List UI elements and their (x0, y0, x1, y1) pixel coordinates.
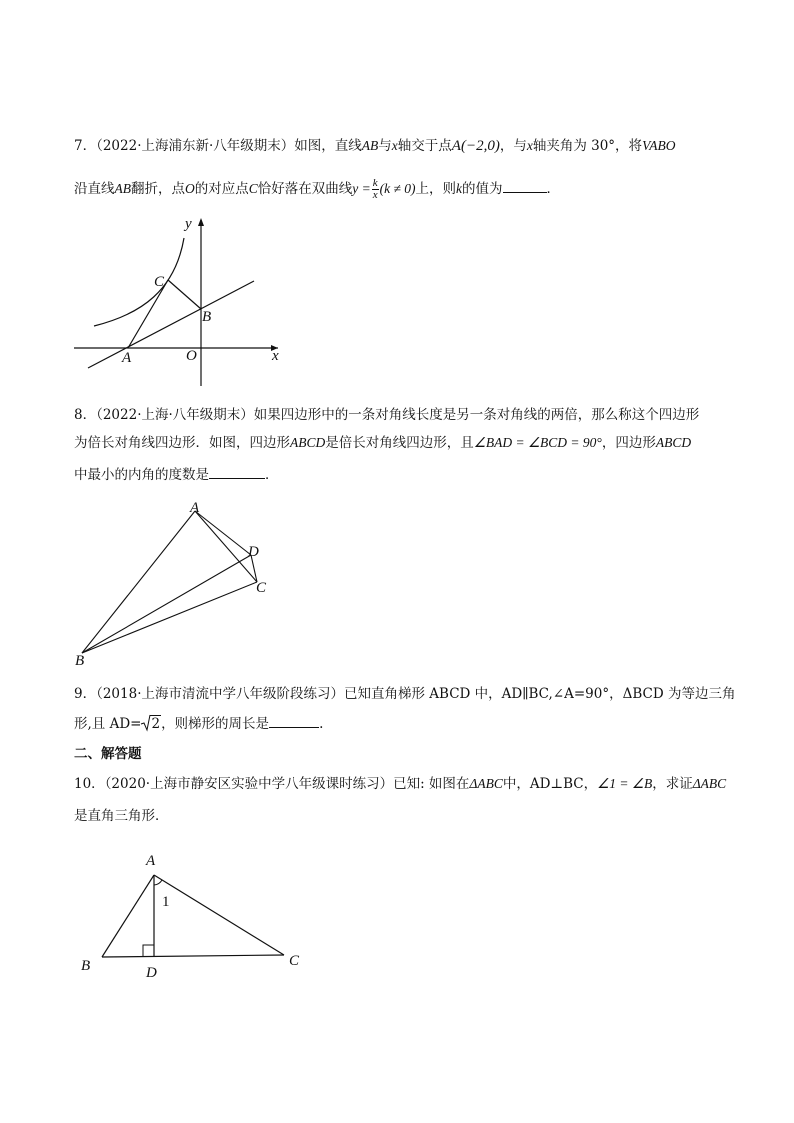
q9-answer-blank[interactable] (269, 715, 319, 728)
q7-triangle: VABO (642, 138, 676, 153)
q8-label-d: D (248, 544, 259, 560)
q10-text: 已知: 如图在 (393, 776, 470, 792)
q10-line-2 (74, 806, 169, 826)
q7-text: 的对应点 (194, 181, 249, 197)
q9-text: ，则梯形的周长是 (161, 716, 270, 732)
section-title: 二、解答题 (74, 746, 142, 762)
q8-answer-blank[interactable] (209, 466, 265, 479)
q8-text: 中最小的内角的度数是 (74, 467, 209, 483)
q8-text: 如果四边形中的一条对角线长度是另一条对角线的两倍，那么称这个四边形 (253, 407, 700, 423)
q9-source: （2018·上海市清流中学八年级阶段练习） (96, 686, 344, 702)
q8-side-bc (82, 582, 257, 653)
q7-source: （2022·上海浦东新·八年级期末） (96, 138, 295, 154)
q8-label-b: B (75, 653, 85, 669)
q7-line-ab: AB (114, 181, 131, 196)
q7-line-1 (74, 136, 676, 156)
q7-text: 沿直线 (74, 181, 115, 197)
q9-text: . (319, 716, 324, 732)
q8-label-a: A (190, 500, 200, 516)
q8-line-1 (74, 405, 699, 425)
q10-label-d: D (146, 965, 157, 981)
q9-sqrt-sign (141, 715, 151, 731)
q7-label-o: O (186, 348, 197, 364)
q7-text: ，与 (499, 138, 527, 154)
q8-figure (70, 498, 290, 668)
q7-segment-cb (168, 280, 201, 309)
q8-number: 8． (74, 407, 97, 423)
q7-y-arrow (198, 218, 204, 226)
q7-point-o: O (185, 181, 195, 196)
q7-point-c: C (248, 181, 258, 196)
q10-triangle: ΔABC (469, 776, 503, 791)
q7-k: k (456, 181, 463, 196)
q7-text: 轴夹角为 30°，将 (532, 138, 643, 154)
q9-text: 已知直角梯形 ABCD 中，AD∥BC,∠A=90°，ΔBCD 为等边三角 (344, 686, 736, 702)
q10-label-c: C (289, 953, 300, 969)
q7-text: 恰好落在双曲线 (257, 181, 353, 197)
q7-label-c: C (154, 274, 165, 290)
q7-x: x (526, 138, 533, 153)
q10-text: ，求证 (652, 776, 693, 792)
q8-angle-condition: ∠BAD = ∠BCD = 90° (473, 435, 602, 450)
q7-line-ab-drawn (88, 281, 254, 368)
q7-figure (70, 210, 290, 390)
q7-label-x: x (272, 348, 279, 364)
q9-line-2 (74, 714, 323, 734)
q10-label-1: 1 (162, 894, 170, 910)
q9-number: 9． (74, 686, 97, 702)
q7-label-a: A (122, 350, 132, 366)
q10-text: 是直角三角形． (74, 808, 169, 824)
q7-func-y: y = (352, 181, 371, 196)
q7-segment-ac (128, 280, 168, 348)
q7-number: 7． (74, 138, 97, 154)
q7-label-y: y (185, 216, 192, 232)
q8-source: （2022·上海·八年级期末） (96, 407, 254, 423)
q8-text: ，四边形 (601, 435, 656, 451)
q8-label-c: C (256, 580, 267, 596)
q8-line-2 (74, 433, 691, 453)
q10-label-a: A (146, 853, 156, 869)
q7-frac-num: k (372, 177, 378, 189)
q8-side-ad (195, 511, 251, 555)
q8-text: 是倍长对角线四边形，且 (325, 435, 474, 451)
q8-quad: ABCD (655, 435, 692, 450)
q10-angle-arc (154, 880, 162, 885)
q10-text: 中，AD⊥BC， (502, 776, 598, 792)
q10-side-ac (154, 875, 284, 955)
q9-sqrt (141, 714, 161, 734)
q7-answer-blank[interactable] (503, 180, 547, 193)
q10-angle-condition: ∠1 = ∠B (597, 776, 653, 791)
q7-line-ab: AB (361, 138, 379, 153)
q10-right-angle-mark (143, 945, 154, 956)
q7-frac-den: x (372, 189, 378, 201)
q7-label-b: B (202, 309, 212, 325)
q7-point-a: A(−2,0) (451, 138, 500, 154)
q8-text: ． (265, 467, 279, 483)
q10-number: 10． (74, 776, 105, 792)
q10-line-1 (74, 774, 726, 794)
q8-diag-bd (82, 555, 251, 653)
q9-text: 形,且 AD= (74, 716, 142, 732)
q10-triangle: ΔABC (692, 776, 727, 791)
q8-line-3 (74, 465, 279, 485)
q10-side-bc (102, 955, 284, 957)
q8-side-ab (82, 511, 195, 653)
q7-text: 翻折，点 (131, 181, 185, 197)
q10-figure (76, 848, 326, 988)
q7-line-2 (74, 178, 560, 201)
q7-text: 与 (378, 138, 392, 154)
q7-text: 轴交于点 (397, 138, 452, 154)
q7-text: 上，则 (415, 181, 457, 197)
q9-line-1 (74, 684, 735, 704)
q8-quad: ABCD (290, 435, 326, 450)
q7-text: 如图，直线 (294, 138, 362, 154)
q10-label-b: B (81, 958, 91, 974)
q7-text: 的值为 (462, 181, 503, 197)
q10-source: （2020·上海市静安区实验中学八年级课时练习） (104, 776, 394, 792)
q7-text: ． (546, 181, 561, 197)
q7-func-cond: (k ≠ 0) (379, 181, 416, 196)
q7-x: x (391, 138, 398, 153)
q9-sqrt-value: 2 (151, 716, 161, 732)
q7-fraction (372, 178, 379, 201)
q8-text: 为倍长对角线四边形．如图，四边形 (74, 435, 290, 451)
